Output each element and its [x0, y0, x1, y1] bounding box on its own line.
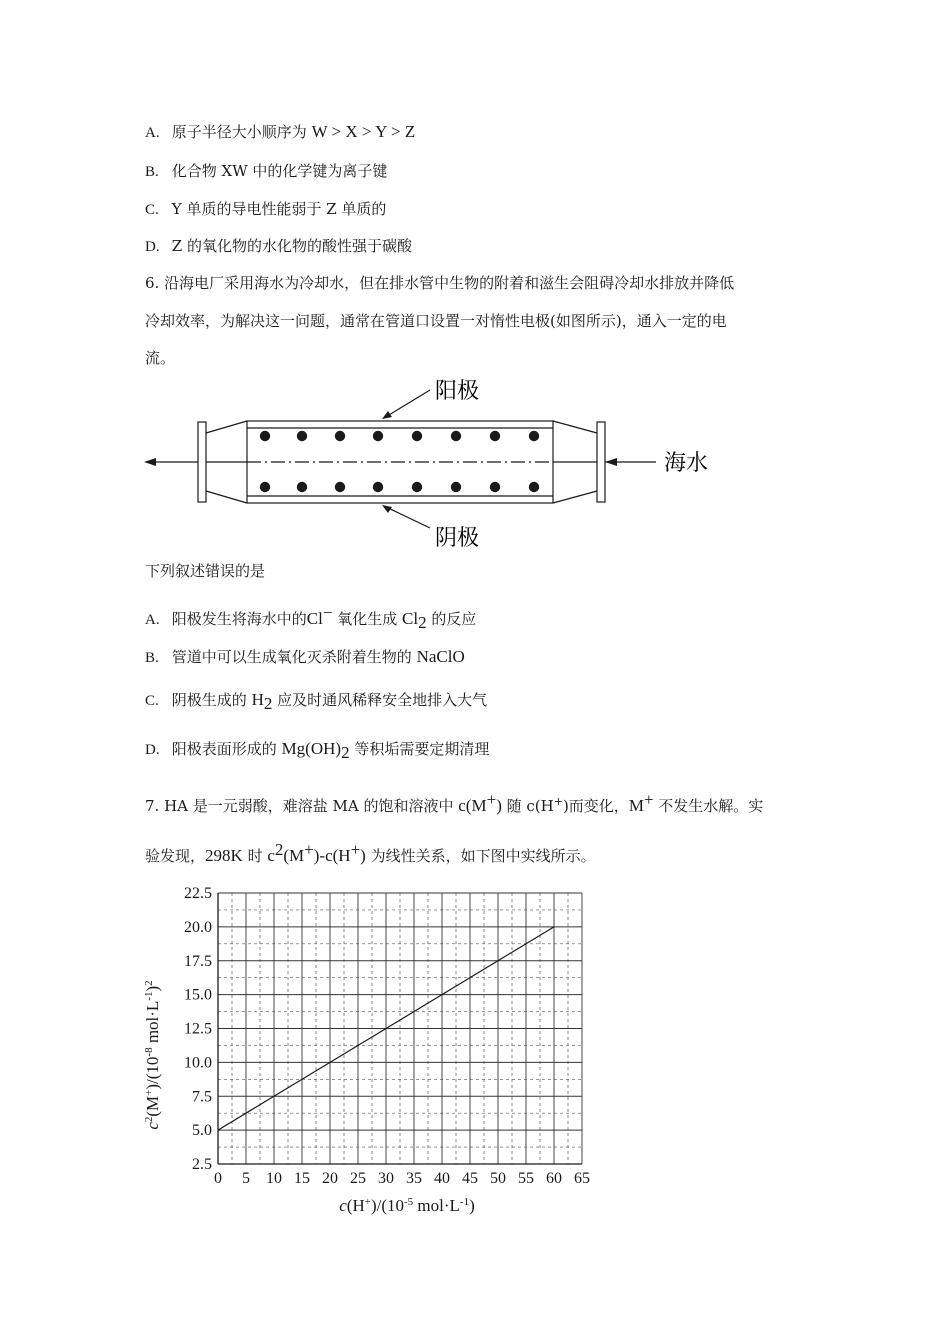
electrode-dot	[529, 482, 539, 492]
electrode-dot	[451, 482, 461, 492]
x-axis-label: $c(H^+)/(10^{-5}$ $mol\cdot L^{-1}$)	[339, 1196, 475, 1215]
electrode-dot	[297, 431, 307, 441]
y-tick-label: 2.5	[192, 1156, 212, 1173]
y-tick-label: 17.5	[184, 952, 212, 970]
electrode-dot	[529, 431, 539, 441]
cathode-label: 阴极	[435, 526, 480, 551]
y-tick-label: 7.5	[192, 1088, 212, 1106]
q6-option-b: B. 管道中可以生成氧化灭杀附着生物的 NaClO	[145, 647, 465, 666]
electrode-dot	[490, 482, 500, 492]
q6-prompt: 下列叙述错误的是	[145, 562, 266, 580]
x-tick-label: 5	[242, 1170, 250, 1187]
q6-option-d: D. 阳极表面形成的 $Mg(OH)_2$ 等积垢需要定期清理	[145, 739, 490, 762]
electrode-dot	[335, 431, 345, 441]
x-tick-label: 50	[490, 1170, 506, 1187]
y-tick-label: 10.0	[184, 1054, 212, 1072]
x-tick-label: 25	[350, 1170, 366, 1187]
x-tick-label: 45	[462, 1170, 478, 1187]
y-tick-label: 12.5	[184, 1020, 212, 1038]
q6-stem-line3: 流。	[145, 349, 176, 367]
electrode-dot	[260, 482, 270, 492]
x-tick-label: 0	[214, 1170, 222, 1187]
x-tick-label: 30	[378, 1170, 394, 1187]
x-tick-label: 20	[322, 1170, 338, 1187]
electrode-dot	[412, 431, 422, 441]
anode-label: 阳极	[435, 379, 480, 404]
seawater-label: 海水	[664, 451, 709, 476]
y-tick-label: 22.5	[184, 885, 212, 902]
x-tick-label: 40	[434, 1170, 450, 1187]
y-axis-label: $c^2(M^+)/(10^{-8}$ $mol\cdot L^{-1})^2$	[143, 980, 162, 1130]
electrode-dot	[373, 482, 383, 492]
x-tick-label: 10	[266, 1170, 282, 1187]
x-tick-label: 55	[518, 1170, 534, 1187]
electrode-dot	[297, 482, 307, 492]
x-tick-label: 35	[406, 1170, 422, 1187]
q5-option-c: C. Y 单质的导电性能弱于 Z 单质的	[145, 200, 387, 218]
q6-option-c: C. 阴极生成的 $H_2$ 应及时通风稀释安全地排入大气	[145, 690, 488, 713]
x-tick-label: 65	[574, 1170, 590, 1187]
electrode-dot	[335, 482, 345, 492]
electrode-dot	[260, 431, 270, 441]
cathode-pointer	[384, 506, 430, 528]
right-flange	[597, 422, 605, 502]
q6-option-a: A. 阳极发生将海水中的Cl− 氧化生成 $Cl_2$ 的反应	[145, 603, 477, 632]
y-tick-label: 20.0	[184, 918, 212, 936]
q6-stem-line2: 冷却效率，为解决这一问题，通常在管道口设置一对惰性电极(如图所示)，通入一定的电	[145, 312, 727, 330]
inflow-arrowhead	[605, 458, 617, 466]
q7-stem-line1: 7. HA 是一元弱酸，难溶盐 MA 的饱和溶液中 c(M+) 随 c(H+)而变化，M+ 不发生水解。实	[145, 790, 764, 815]
electrode-pipe-diagram	[140, 370, 740, 555]
q5-option-a: A. 原子半径大小顺序为 W > X > Y > Z	[145, 122, 416, 141]
electrode-dot	[412, 482, 422, 492]
x-tick-label: 15	[294, 1170, 310, 1187]
linear-relationship-chart	[130, 875, 610, 1225]
y-tick-label: 5.0	[192, 1122, 212, 1140]
outflow-arrowhead	[144, 458, 156, 466]
q5-option-d: D. Z 的氧化物的水化物的酸性强于碳酸	[145, 237, 412, 255]
electrode-dot	[373, 431, 383, 441]
y-tick-label: 15.0	[184, 986, 212, 1004]
anode-pointer	[384, 390, 430, 418]
q7-stem-line2: 验发现，298K 时 $c^2(M^+)-c(H^+)$ 为线性关系，如下图中实线所示。	[145, 840, 596, 865]
x-tick-label: 60	[546, 1170, 562, 1187]
electrode-dot	[490, 431, 500, 441]
electrode-dot	[451, 431, 461, 441]
left-flange	[198, 422, 206, 502]
q5-option-b: B. 化合物 XW 中的化学键为离子键	[145, 162, 388, 180]
q6-stem-line1: 6. 沿海电厂采用海水为冷却水，但在排水管中生物的附着和滋生会阻碍冷却水排放并降低	[145, 274, 735, 292]
